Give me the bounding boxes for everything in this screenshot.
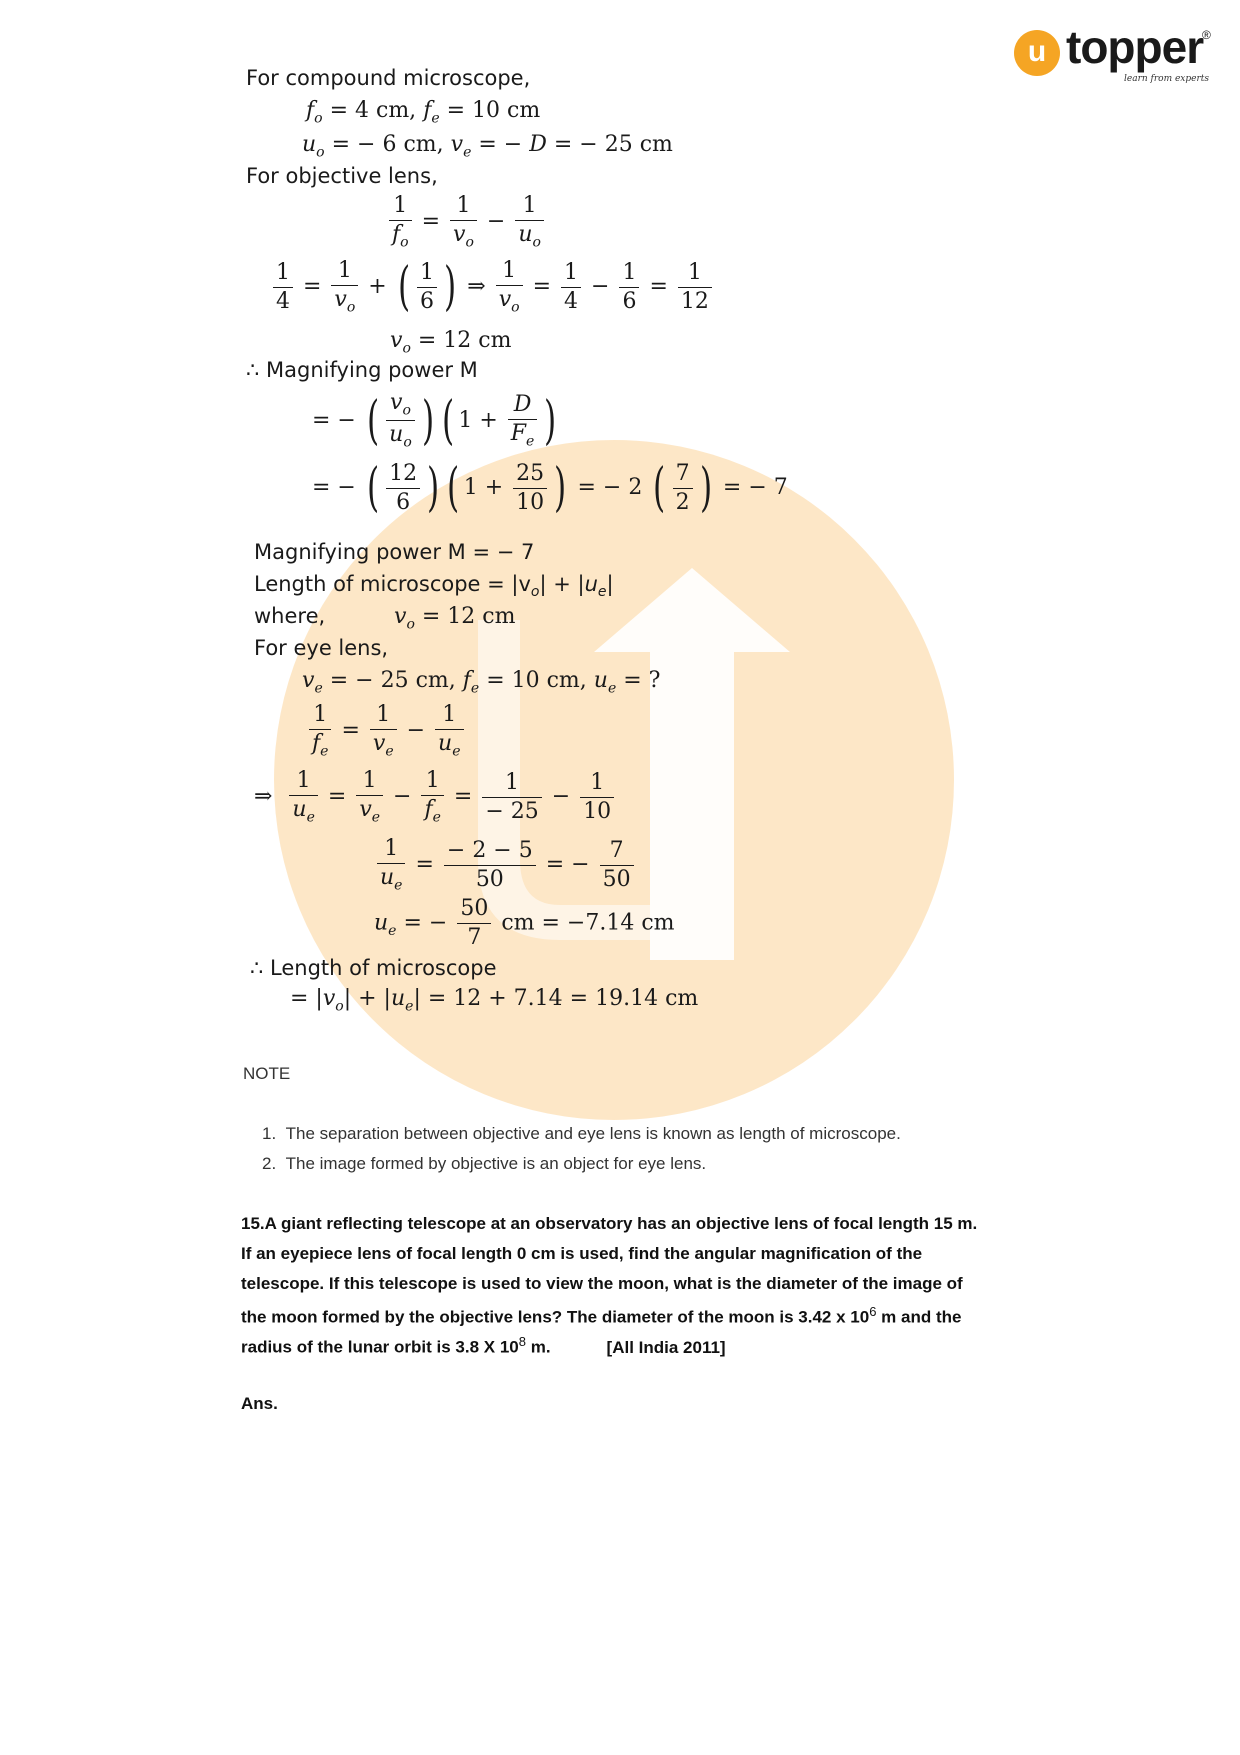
eye-lens-given: $v_e$ = − 25 cm, $f_e = 10$ cm, $u_e$ = ? — [302, 668, 661, 697]
where-label: where, — [254, 604, 326, 628]
note-item: 2. The image formed by objective is an object for eye lens. — [262, 1154, 707, 1173]
ue-calculation: $\frac{1}{u_e}$ = $\frac{- 2 - 5}{50}$ = − $\frac{7}{50}$ — [374, 838, 637, 892]
eye-lens-heading: For eye lens, — [254, 636, 389, 660]
note-heading: NOTE — [243, 1064, 291, 1083]
magnifying-power-heading: ∴ Magnifying power M — [246, 358, 478, 382]
logo-wordmark: topper — [1066, 21, 1204, 73]
given-focal-lengths: $f_o = 4$ cm, $f_e = 10$ cm — [306, 98, 541, 127]
magnifying-power-result: Magnifying power M = − 7 — [254, 540, 535, 564]
ue-result: $u_e$ = − $\frac{50}{7}$ cm = −7.14 cm — [374, 896, 675, 950]
question-line: radius of the lunar orbit is 3.8 X $10^8$ m. [All India 2011] — [241, 1334, 726, 1357]
vo-result: $v_o = 12$ cm — [390, 328, 512, 357]
question-line: telescope. If this telescope is used to view the moon, what is the diameter of the image of — [241, 1274, 963, 1293]
registered-mark: ® — [1202, 28, 1211, 42]
magnifying-power-calc: = − ( $\frac{12}{6}$ ) ( 1 + $\frac{25}{10}$ ) = − 2 ( $\frac{7}{2}$ ) = − 7 — [312, 458, 788, 518]
where-value: $v_o = 12$ cm — [394, 604, 516, 633]
question-line: If an eyepiece lens of focal length 0 cm is used, find the angular magnification of the — [241, 1244, 923, 1263]
intro-text: For compound microscope, — [246, 66, 531, 90]
answer-label: Ans. — [241, 1394, 278, 1413]
lens-formula-objective: $\frac{1}{f_o}$ = $\frac{1}{v_o}$ − $\frac{1}{u_o}$ — [386, 195, 547, 249]
objective-calculation: $\frac{1}{4}$ = $\frac{1}{v_o}$ + ( $\frac{1}{6}$ ) ⇒ $\frac{1}{v_o}$ = $\frac{1}{4}$ − $\frac{1}{6}$ = $\frac{1}{12}$ — [270, 260, 715, 314]
logo-tagline: learn from experts — [1124, 74, 1210, 84]
length-final-heading: ∴ Length of microscope — [250, 956, 497, 980]
topper-logo — [1014, 21, 1214, 86]
question-line: the moon formed by the objective lens? The diameter of the moon is 3.42 x $10^6$ m and the — [241, 1304, 962, 1327]
note-item: 1. The separation between objective and eye lens is known as length of microscope. — [262, 1124, 901, 1143]
given-distances: $u_o$ = − 6 cm, $v_e$ = − D = − 25 cm — [302, 132, 673, 161]
length-formula: Length of microscope = $|v_o| + |u_e|$ — [254, 572, 614, 601]
citation: [All India 2011] — [606, 1337, 726, 1357]
lens-formula-eye: $\frac{1}{f_e}$ = $\frac{1}{v_e}$ − $\frac{1}{u_e}$ — [306, 704, 467, 758]
question-line: 15.A giant reflecting telescope at an observatory has an objective lens of focal length 15 m. — [241, 1214, 978, 1233]
length-final-value: = $|v_o| + |u_e| = 12 + 7.14 = 19.14$ cm — [290, 986, 699, 1015]
eye-lens-calculation: ⇒ $\frac{1}{u_e}$ = $\frac{1}{v_e}$ − $\frac{1}{f_e}$ = $\frac{1}{- 25}$ − $\frac{1}{10}$ — [254, 770, 617, 824]
magnifying-power-formula: = − ( $\frac{v_o}{u_o}$ ) ( 1 + $\frac{D}{F_e}$ ) — [312, 390, 557, 451]
logo-mark: u — [1014, 30, 1060, 76]
objective-heading: For objective lens, — [246, 164, 438, 188]
